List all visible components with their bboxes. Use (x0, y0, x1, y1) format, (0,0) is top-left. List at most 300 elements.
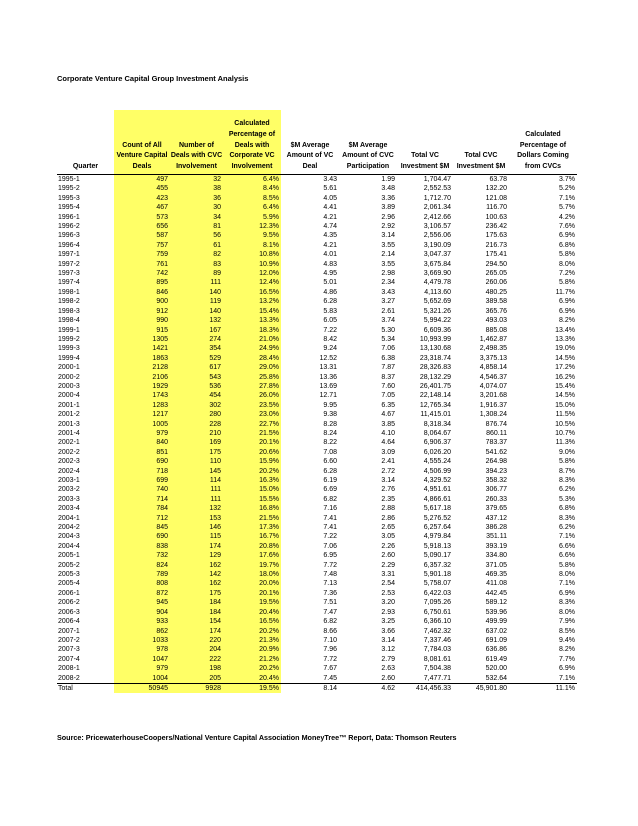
cell-cvc-deals: 153 (170, 514, 223, 523)
cell-pct-deals-cvc: 15.5% (223, 495, 281, 504)
cell-total-vc: 8,081.61 (423, 655, 451, 663)
cell-total-cvc: 351.11 (486, 533, 507, 541)
cell-avg-vc-deal: 9.24 (323, 345, 337, 353)
cell-pct-dollars-cvc: 14.5% (555, 392, 575, 400)
cell-cvc-deals: 169 (170, 438, 223, 447)
cell-count-all-deals: 895 (114, 278, 170, 287)
cell-total-cvc: 121.08 (485, 194, 507, 202)
cell-pct-deals-cvc: 20.4% (223, 674, 281, 684)
cell-pct-deals-cvc: 16.5% (223, 288, 281, 297)
table-row (57, 250, 577, 259)
cell-count-all-deals: 467 (114, 203, 170, 212)
source-note: Source: PricewaterhouseCoopers/National Venture Capital Association MoneyTree™ Report, Data: Thomson Reuters (57, 733, 457, 742)
cell-total-vc: 7,504.38 (423, 665, 451, 673)
cell-quarter: 2001-1 (58, 401, 80, 409)
cell-quarter: 1997-3 (58, 270, 80, 278)
cell-total-cvc: 1,462.87 (479, 335, 507, 343)
cell-pct-dollars-cvc: 6.8% (559, 505, 575, 513)
cell-avg-cvc-participation: 3.14 (381, 477, 395, 484)
cell-total-vc: 5,918.13 (423, 542, 451, 550)
table-row (57, 222, 577, 231)
cell-pct-dollars-cvc: 6.2% (559, 486, 575, 494)
cell-avg-vc-deal: 4.83 (323, 260, 337, 268)
cell-count-all-deals: 656 (114, 222, 170, 231)
cell-quarter: 2002-2 (58, 448, 80, 456)
table-row (57, 354, 577, 363)
cell-avg-vc-deal: 6.95 (323, 552, 337, 560)
cell-avg-cvc-participation: 3.43 (381, 288, 395, 296)
cell-quarter: 1999-4 (58, 354, 80, 362)
cell-avg-vc-deal: 7.96 (323, 646, 337, 654)
cell-avg-vc-deal: 7.16 (323, 505, 337, 513)
table-row (57, 542, 577, 551)
cell-pct-dollars-cvc: 8.0% (559, 608, 575, 616)
table-row (57, 175, 577, 185)
cell-count-all-deals: 979 (114, 664, 170, 673)
cell-count-all-deals: 845 (114, 523, 170, 532)
cell-avg-cvc-participation: 2.72 (381, 467, 395, 475)
cell-total-cvc: 358.32 (485, 477, 507, 484)
cell-count-all-deals: 759 (114, 250, 170, 259)
cell-avg-vc-deal: 7.22 (323, 326, 337, 334)
cell-avg-cvc-participation: 3.27 (381, 298, 395, 306)
cell-pct-deals-cvc: 19.7% (223, 561, 281, 570)
cell-total-cvc: 532.64 (485, 674, 507, 682)
cell-count-all-deals: 732 (114, 551, 170, 560)
cell-pct-deals-cvc: 18.0% (223, 570, 281, 579)
cell-total-cvc: 100.63 (485, 213, 507, 221)
cell-avg-vc-deal: 7.51 (323, 599, 337, 607)
table-row (57, 655, 577, 664)
cell-cvc-deals: 302 (170, 401, 223, 410)
table-row (57, 551, 577, 560)
cell-avg-vc-deal: 12.52 (319, 354, 337, 362)
cell-avg-cvc-participation: 4.10 (381, 429, 395, 437)
cell-quarter: 2006-1 (58, 589, 80, 597)
cell-count-all-deals: 714 (114, 495, 170, 504)
cell-avg-cvc-participation: 2.26 (381, 542, 395, 550)
cell-quarter: 2003-3 (58, 495, 80, 503)
cell-avg-vc-deal: 7.67 (323, 665, 337, 673)
table-row (57, 231, 577, 240)
cell-avg-cvc-participation: 3.14 (381, 232, 395, 240)
cell-total-vc: 3,675.84 (423, 260, 451, 268)
cell-pct-deals-cvc: 16.3% (223, 476, 281, 485)
table-row (57, 316, 577, 325)
cell-total-vc: 3,190.09 (423, 241, 451, 249)
cell-quarter: 1996-4 (58, 241, 80, 249)
cell-total-vc: 5,321.26 (423, 307, 451, 315)
cell-count-all-deals: 2106 (114, 373, 170, 382)
cell-avg-cvc-participation: 2.86 (381, 514, 395, 522)
cell-pct-deals-cvc: 12.4% (223, 278, 281, 287)
cell-cvc-deals: 34 (170, 213, 223, 222)
cell-cvc-deals: 220 (170, 636, 223, 645)
cell-avg-cvc-participation: 2.41 (381, 458, 395, 466)
cell-avg-cvc-participation: 6.35 (381, 401, 395, 409)
cell-quarter: 1997-4 (58, 279, 80, 287)
cell-cvc-deals: 174 (170, 627, 223, 636)
cell-count-all-deals: 690 (114, 532, 170, 541)
table-row (57, 467, 577, 476)
table-row (57, 420, 577, 429)
cell-pct-deals-cvc: 22.7% (223, 420, 281, 429)
cell-quarter: 2006-2 (58, 599, 80, 607)
cell-quarter: 1998-1 (58, 288, 80, 296)
cell-pct-deals-cvc: 15.0% (223, 485, 281, 494)
cell-avg-vc-deal: 8.22 (323, 439, 337, 447)
cell-pct-deals-cvc: 8.1% (223, 241, 281, 250)
cell-quarter: 2001-3 (58, 420, 80, 428)
cell-count-all-deals: 808 (114, 579, 170, 588)
cell-count-all-deals: 718 (114, 467, 170, 476)
cell-pct-deals-cvc: 27.8% (223, 382, 281, 391)
cell-count-all-deals: 757 (114, 241, 170, 250)
table-row (57, 401, 577, 410)
cell-avg-vc-deal: 6.60 (323, 458, 337, 466)
cell-avg-vc-deal: 6.19 (323, 477, 337, 484)
cell-avg-cvc-participation: 7.06 (381, 345, 395, 353)
cell-quarter: 2005-4 (58, 580, 80, 588)
cell-total-cvc: 619.49 (485, 655, 507, 663)
cell-total-cvc: 63.78 (489, 176, 507, 183)
cell-quarter: 2001-4 (58, 429, 80, 437)
cell-pct-dollars-cvc: 5.3% (559, 495, 575, 503)
cell-pct-dollars-cvc: 6.8% (559, 241, 575, 249)
cell-count-all-deals: 789 (114, 570, 170, 579)
cell-total-vc: 5,276.52 (423, 514, 451, 522)
cell-avg-cvc-participation: 1.99 (381, 176, 395, 183)
cell-cvc-deals: 204 (170, 645, 223, 654)
cell-total-vc: 4,951.61 (423, 486, 451, 494)
cell-pct-deals-cvc: 6.4% (223, 203, 281, 212)
cell-total-vc: 23,318.74 (419, 354, 451, 362)
cell-pct-dollars-cvc: 11.7% (555, 288, 575, 296)
table-row (57, 307, 577, 316)
cell-avg-vc-deal: 8.14 (281, 683, 339, 693)
header-pct-dollars-cvc: Calculated Percentage of Dollars Coming from CVCs (517, 130, 569, 171)
cell-total-vc: 1,704.47 (423, 176, 451, 183)
cell-quarter: 2007-1 (58, 627, 80, 635)
cell-pct-deals-cvc: 21.5% (223, 514, 281, 523)
cell-total-cvc: 783.37 (485, 439, 507, 447)
cell-cvc-deals: 111 (170, 485, 223, 494)
cell-avg-cvc-participation: 4.62 (339, 683, 397, 693)
table-row (57, 429, 577, 438)
table-row (57, 184, 577, 193)
cell-total-cvc: 442.45 (485, 589, 507, 597)
cell-avg-cvc-participation: 2.53 (381, 589, 395, 597)
cell-cvc-deals: 274 (170, 335, 223, 344)
cell-quarter: 2005-3 (58, 571, 80, 579)
cell-total-cvc: 589.12 (485, 599, 507, 607)
cell-pct-dollars-cvc: 8.3% (559, 514, 575, 522)
cell-count-all-deals: 912 (114, 307, 170, 316)
cell-count-all-deals: 761 (114, 260, 170, 269)
cell-count-all-deals: 50945 (114, 683, 170, 693)
cell-quarter: 2000-2 (58, 373, 80, 381)
cell-avg-cvc-participation: 3.74 (381, 317, 395, 325)
cell-pct-dollars-cvc: 8.2% (559, 317, 575, 325)
cell-pct-deals-cvc: 20.4% (223, 608, 281, 617)
cell-avg-vc-deal: 4.41 (323, 204, 337, 212)
cell-avg-cvc-participation: 2.65 (381, 524, 395, 532)
cell-total-cvc: 636.86 (485, 646, 507, 654)
cell-pct-dollars-cvc: 6.6% (559, 542, 575, 550)
cell-count-all-deals: 1421 (114, 344, 170, 353)
table-row (57, 382, 577, 391)
cell-pct-dollars-cvc: 7.1% (559, 580, 575, 588)
cell-avg-vc-deal: 7.08 (323, 448, 337, 456)
cell-total-cvc: 379.65 (485, 505, 507, 513)
cell-pct-dollars-cvc: 11.5% (555, 411, 575, 419)
cell-cvc-deals: 167 (170, 326, 223, 335)
table-row (57, 532, 577, 541)
table-row (57, 579, 577, 588)
cell-total-cvc: 1,916.37 (479, 401, 507, 409)
cell-avg-vc-deal: 8.28 (323, 420, 337, 428)
cell-total-cvc: 637.02 (485, 627, 507, 635)
header-count-all-deals: Count of All Venture Capital Deals (114, 110, 170, 175)
cell-pct-dollars-cvc: 5.8% (559, 458, 575, 466)
cell-pct-dollars-cvc: 4.2% (559, 213, 575, 221)
cell-pct-deals-cvc: 19.5% (223, 683, 281, 693)
cell-total-cvc: 520.00 (485, 665, 507, 673)
cell-cvc-deals: 543 (170, 373, 223, 382)
cell-avg-vc-deal: 7.10 (323, 636, 337, 644)
cell-avg-vc-deal: 4.86 (323, 288, 337, 296)
cell-cvc-deals: 175 (170, 589, 223, 598)
header-avg-cvc-participation: $M Average Amount of CVC Participation (342, 141, 394, 171)
cell-total-vc: 2,552.53 (423, 185, 451, 193)
cell-total-vc: 12,765.34 (419, 401, 451, 409)
cell-total-vc: 7,462.32 (423, 627, 451, 635)
cell-total-cvc: 45,901.80 (453, 683, 509, 693)
cell-quarter: 1999-1 (58, 326, 80, 334)
cell-total-vc: 28,132.29 (419, 373, 451, 381)
cell-pct-deals-cvc: 20.0% (223, 579, 281, 588)
table-row (57, 645, 577, 654)
cell-total-cvc: 334.80 (485, 552, 507, 560)
cell-total-cvc: 876.74 (485, 420, 507, 428)
table-row (57, 335, 577, 344)
cell-avg-cvc-participation: 3.66 (381, 627, 395, 635)
cell-count-all-deals: 784 (114, 504, 170, 513)
cell-cvc-deals: 205 (170, 674, 223, 684)
cell-count-all-deals: 945 (114, 598, 170, 607)
cell-quarter: 1995-2 (58, 185, 80, 193)
cell-avg-vc-deal: 7.06 (323, 542, 337, 550)
cell-total-vc: 7,095.26 (423, 599, 451, 607)
cell-avg-cvc-participation: 3.89 (381, 204, 395, 212)
cell-avg-vc-deal: 8.42 (323, 335, 337, 343)
cell-total-cvc: 2,498.35 (479, 345, 507, 353)
cell-pct-deals-cvc: 20.6% (223, 448, 281, 457)
cell-pct-deals-cvc: 19.5% (223, 598, 281, 607)
cell-avg-vc-deal: 4.95 (323, 270, 337, 278)
cell-quarter: 2008-2 (58, 674, 80, 682)
cell-avg-cvc-participation: 2.63 (381, 665, 395, 673)
cell-count-all-deals: 900 (114, 297, 170, 306)
cell-avg-vc-deal: 7.22 (323, 533, 337, 541)
total-row (57, 683, 577, 693)
cell-avg-vc-deal: 6.82 (323, 495, 337, 503)
cell-total-vc: 13,130.68 (419, 345, 451, 353)
cell-count-all-deals: 1305 (114, 335, 170, 344)
cell-total-cvc: 3,375.13 (479, 354, 507, 362)
cell-quarter: Total (57, 683, 114, 693)
cell-total-cvc: 393.19 (485, 542, 507, 550)
cell-cvc-deals: 142 (170, 570, 223, 579)
cell-total-cvc: 437.12 (485, 514, 507, 522)
cell-avg-vc-deal: 7.48 (323, 571, 337, 579)
cell-total-vc: 2,556.06 (423, 232, 451, 240)
table-row (57, 636, 577, 645)
cell-total-vc: 5,617.18 (423, 505, 451, 513)
cell-pct-deals-cvc: 23.5% (223, 401, 281, 410)
cell-pct-dollars-cvc: 7.1% (559, 674, 575, 682)
cell-avg-vc-deal: 5.83 (323, 307, 337, 315)
cell-total-vc: 7,337.46 (423, 636, 451, 644)
cell-pct-deals-cvc: 23.0% (223, 410, 281, 419)
cell-pct-dollars-cvc: 17.2% (555, 364, 575, 372)
header-pct-deals-cvc: Calculated Percentage of Deals with Corporate VC Involvement (223, 110, 281, 175)
cell-count-all-deals: 904 (114, 608, 170, 617)
cell-pct-deals-cvc: 20.2% (223, 467, 281, 476)
cell-pct-deals-cvc: 20.2% (223, 664, 281, 673)
cell-total-cvc: 260.06 (485, 279, 507, 287)
cell-pct-dollars-cvc: 11.3% (555, 439, 575, 447)
cell-avg-cvc-participation: 7.05 (381, 392, 395, 400)
cell-avg-cvc-participation: 2.54 (381, 580, 395, 588)
cell-total-cvc: 365.76 (485, 307, 507, 315)
cell-total-vc: 6,750.61 (423, 608, 451, 616)
cell-cvc-deals: 162 (170, 579, 223, 588)
cell-total-cvc: 116.70 (486, 204, 507, 212)
cell-quarter: 2002-3 (58, 458, 80, 466)
cell-total-cvc: 493.03 (485, 317, 507, 325)
cell-total-vc: 7,784.03 (423, 646, 451, 654)
cell-pct-dollars-cvc: 8.3% (559, 477, 575, 484)
cell-pct-deals-cvc: 21.5% (223, 429, 281, 438)
cell-count-all-deals: 423 (114, 194, 170, 203)
cell-avg-vc-deal: 7.36 (323, 589, 337, 597)
header-quarter: Quarter (72, 163, 99, 171)
cell-quarter: 2003-4 (58, 505, 80, 513)
cell-count-all-deals: 1004 (114, 674, 170, 684)
table-row (57, 457, 577, 466)
cell-total-cvc: 394.23 (485, 467, 507, 475)
table-row (57, 363, 577, 372)
cell-count-all-deals: 1047 (114, 655, 170, 664)
cell-cvc-deals: 110 (170, 457, 223, 466)
cell-pct-dollars-cvc: 10.5% (555, 420, 575, 428)
cell-avg-cvc-participation: 3.25 (381, 618, 395, 626)
table-row (57, 495, 577, 504)
cell-total-vc: 6,026.20 (423, 448, 451, 456)
cell-quarter: 1995-3 (58, 194, 80, 202)
cell-avg-cvc-participation: 2.76 (381, 486, 395, 494)
table-row (57, 674, 577, 684)
cell-cvc-deals: 184 (170, 598, 223, 607)
cell-quarter: 2002-1 (58, 439, 80, 447)
cell-cvc-deals: 61 (170, 241, 223, 250)
cell-quarter: 2003-1 (58, 477, 80, 484)
cell-count-all-deals: 851 (114, 448, 170, 457)
cell-total-cvc: 264.98 (485, 458, 507, 466)
table-row (57, 391, 577, 400)
cell-total-vc: 6,422.03 (423, 589, 451, 597)
cell-cvc-deals: 82 (170, 250, 223, 259)
cell-avg-vc-deal: 13.36 (319, 373, 337, 381)
cell-cvc-deals: 529 (170, 354, 223, 363)
cell-cvc-deals: 30 (170, 203, 223, 212)
cell-count-all-deals: 699 (114, 476, 170, 485)
cell-avg-vc-deal: 12.71 (319, 392, 337, 400)
cell-total-vc: 4,113.60 (424, 288, 451, 296)
cell-cvc-deals: 222 (170, 655, 223, 664)
cell-avg-vc-deal: 6.28 (323, 298, 337, 306)
cell-avg-cvc-participation: 2.98 (381, 270, 395, 278)
cell-total-vc: 3,669.90 (423, 270, 451, 278)
cell-count-all-deals: 497 (114, 175, 170, 185)
cell-cvc-deals: 154 (170, 617, 223, 626)
table-row (57, 297, 577, 306)
cell-cvc-deals: 536 (170, 382, 223, 391)
cell-pct-dollars-cvc: 5.2% (559, 185, 575, 193)
table-row (57, 344, 577, 353)
cell-avg-cvc-participation: 2.60 (381, 552, 395, 560)
table-row (57, 627, 577, 636)
cell-avg-cvc-participation: 2.93 (381, 608, 395, 616)
table-row (57, 278, 577, 287)
cell-quarter: 2006-4 (58, 618, 80, 626)
cell-pct-dollars-cvc: 19.0% (555, 345, 575, 353)
cell-avg-cvc-participation: 3.05 (381, 533, 395, 541)
cell-pct-deals-cvc: 21.2% (223, 655, 281, 664)
cell-avg-vc-deal: 4.01 (323, 251, 337, 259)
cell-cvc-deals: 81 (170, 222, 223, 231)
cell-cvc-deals: 175 (170, 448, 223, 457)
cell-total-cvc: 236.42 (485, 223, 507, 231)
cell-pct-deals-cvc: 21.0% (223, 335, 281, 344)
cell-quarter: 2004-2 (58, 524, 80, 532)
table-row (57, 203, 577, 212)
cell-total-cvc: 539.96 (485, 608, 507, 616)
cell-cvc-deals: 617 (170, 363, 223, 372)
cell-total-vc: 6,609.36 (423, 326, 451, 334)
cell-avg-vc-deal: 6.82 (323, 618, 337, 626)
cell-total-vc: 11,415.01 (420, 411, 451, 419)
cell-total-cvc: 1,308.24 (479, 411, 507, 419)
table-row (57, 476, 577, 485)
cell-avg-cvc-participation: 7.60 (381, 382, 395, 390)
cell-cvc-deals: 132 (170, 504, 223, 513)
cell-pct-dollars-cvc: 5.8% (559, 279, 575, 287)
cell-avg-vc-deal: 9.95 (323, 401, 337, 409)
cell-total-cvc: 386.28 (485, 524, 507, 532)
cell-quarter: 2008-1 (58, 665, 80, 673)
cell-cvc-deals: 119 (170, 297, 223, 306)
cell-cvc-deals: 198 (170, 664, 223, 673)
cell-pct-deals-cvc: 28.4% (223, 354, 281, 363)
cell-count-all-deals: 979 (114, 429, 170, 438)
cell-count-all-deals: 990 (114, 316, 170, 325)
cell-cvc-deals: 36 (170, 194, 223, 203)
cell-total-vc: 4,506.99 (423, 467, 451, 475)
table-row (57, 589, 577, 598)
cell-cvc-deals: 140 (170, 307, 223, 316)
